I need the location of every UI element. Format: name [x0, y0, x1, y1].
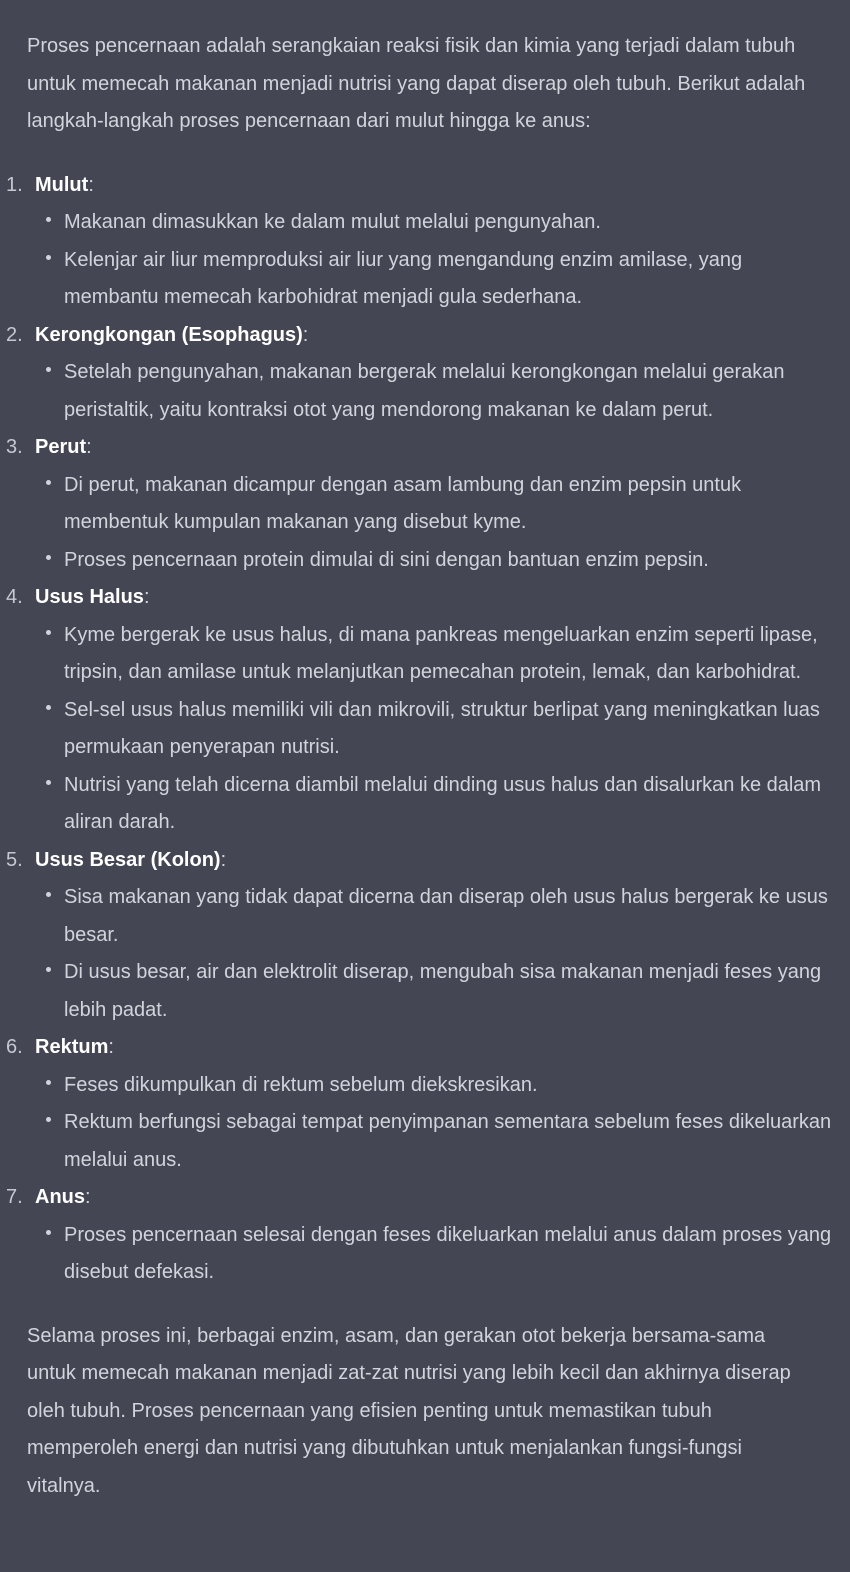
step-heading: [35, 579, 840, 617]
step-title: Kerongkongan (Esophagus): [35, 323, 303, 346]
step-number: 5.: [6, 848, 23, 871]
step-item: [0, 579, 840, 842]
step-bullets: [35, 354, 840, 429]
step-heading: [35, 842, 840, 880]
step-heading: [35, 317, 840, 355]
step-colon: :: [302, 323, 309, 346]
step-bullets: [35, 204, 840, 317]
step-bullets: [35, 617, 840, 842]
step-colon: :: [220, 848, 227, 871]
step-item: [0, 1029, 840, 1179]
step-bullets: [35, 879, 840, 1029]
step-item: [0, 1179, 840, 1292]
step-title: Usus Halus: [35, 586, 144, 608]
bullet-item: Rektum berfungsi sebagai tempat penyimpanan sementara sebelum feses dikeluarkan melalui anus.: [64, 1104, 840, 1179]
step-number: 3.: [6, 436, 23, 458]
step-item: [0, 317, 840, 430]
step-title: Anus: [35, 1186, 85, 1208]
step-title: Usus Besar (Kolon): [35, 848, 221, 871]
outro-paragraph: Selama proses ini, berbagai enzim, asam, dan gerakan otot bekerja bersama-sama untuk memecah makanan menjadi zat-zat nutrisi yang lebih kecil dan akhirnya diserap oleh tubuh. Proses pencernaan yang efisien penting untuk memastikan tubuh memperoleh energi dan nutrisi yang dibutuhkan untuk menjalankan fungsi-fungsi vitalnya.: [27, 1324, 791, 1497]
step-number: 4.: [6, 586, 23, 608]
step-title: Mulut: [35, 173, 89, 196]
step-item: [0, 167, 840, 317]
bullet-item: Nutrisi yang telah dicerna diambil melalui dinding usus halus dan disalurkan ke dalam aliran darah.: [64, 767, 840, 842]
step-colon: :: [88, 173, 94, 196]
step-heading: [35, 1179, 840, 1217]
intro-paragraph: Proses pencernaan adalah serangkaian reaksi fisik dan kimia yang terjadi dalam tubuh untuk memecah makanan menjadi nutrisi yang dapat diserap oleh tubuh. Berikut adalah langkah-langkah proses pencernaan dari mulut hingga ke anus:: [27, 35, 806, 132]
step-bullets: [35, 1067, 840, 1180]
bullet-item: Sel-sel usus halus memiliki vili dan mikrovili, struktur berlipat yang meningkatkan luas permukaan penyerapan nutrisi.: [64, 692, 840, 767]
step-colon: :: [108, 1036, 114, 1058]
bullet-item: Di usus besar, air dan elektrolit diserap, mengubah sisa makanan menjadi feses yang lebih padat.: [64, 954, 840, 1029]
step-title: Perut: [35, 436, 87, 458]
step-colon: :: [143, 586, 150, 608]
step-title: Rektum: [35, 1036, 109, 1058]
bullet-item: Setelah pengunyahan, makanan bergerak melalui kerongkongan melalui gerakan peristaltik, yaitu kontraksi otot yang mendorong makanan ke dalam perut.: [64, 354, 840, 429]
step-heading: [35, 167, 840, 205]
step-number: 2.: [6, 323, 23, 346]
bullet-item: Kelenjar air liur memproduksi air liur yang mengandung enzim amilase, yang membantu memecah karbohidrat menjadi gula sederhana.: [64, 242, 840, 317]
step-bullets: [35, 1217, 840, 1292]
digestion-steps-list: [0, 167, 850, 1292]
step-number: 6.: [6, 1036, 23, 1058]
step-number: 1.: [6, 173, 23, 196]
step-heading: [35, 1029, 840, 1067]
step-number: 7.: [6, 1186, 23, 1208]
bullet-item: Di perut, makanan dicampur dengan asam lambung dan enzim pepsin untuk membentuk kumpulan makanan yang disebut kyme.: [64, 467, 840, 542]
step-colon: :: [86, 436, 92, 458]
step-item: [0, 842, 840, 1030]
bullet-item: Makanan dimasukkan ke dalam mulut melalui pengunyahan.: [64, 204, 840, 242]
step-bullets: [35, 467, 840, 580]
step-heading: [35, 429, 840, 467]
step-colon: :: [85, 1186, 91, 1208]
bullet-item: Feses dikumpulkan di rektum sebelum diekskresikan.: [64, 1067, 840, 1105]
bullet-item: Kyme bergerak ke usus halus, di mana pankreas mengeluarkan enzim seperti lipase, tripsin, dan amilase untuk melanjutkan pemecahan protein, lemak, dan karbohidrat.: [64, 617, 840, 692]
bullet-item: Sisa makanan yang tidak dapat dicerna dan diserap oleh usus halus bergerak ke usus besar.: [64, 879, 840, 954]
bullet-item: Proses pencernaan selesai dengan feses dikeluarkan melalui anus dalam proses yang disebut defekasi.: [64, 1217, 840, 1292]
step-item: [0, 429, 840, 579]
bullet-item: Proses pencernaan protein dimulai di sini dengan bantuan enzim pepsin.: [64, 542, 840, 580]
